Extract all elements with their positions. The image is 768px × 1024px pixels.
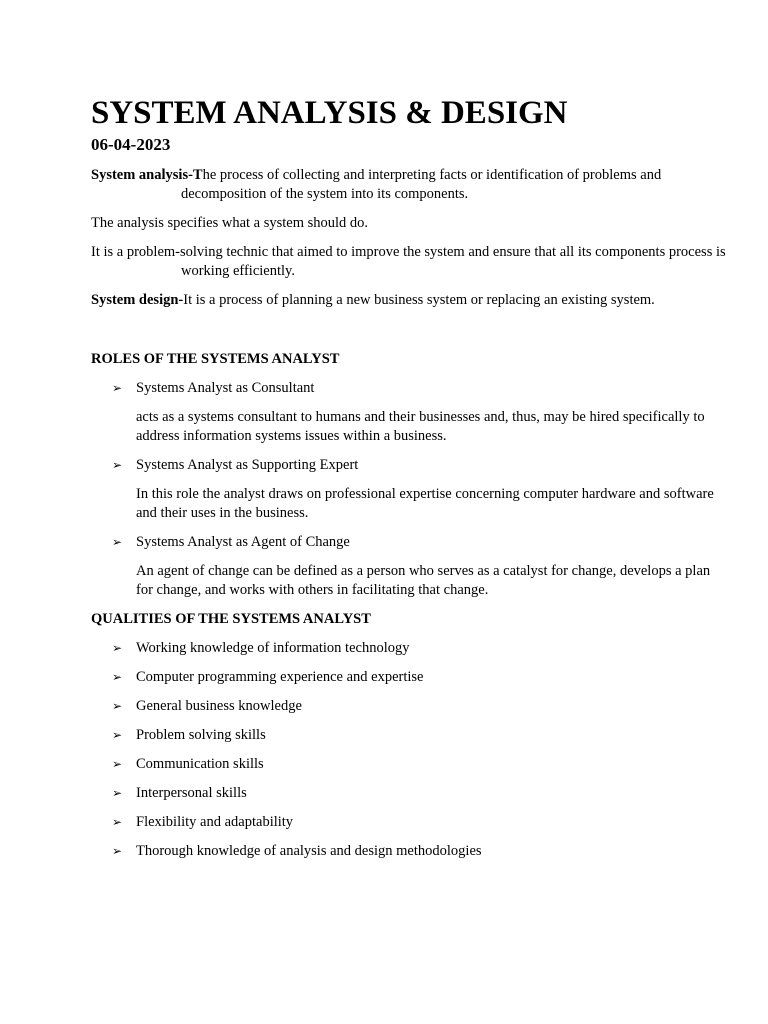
system-design-definition [91,291,728,310]
system-analysis-term: System analysis-T [91,167,203,183]
document-date: 06-04-2023 [91,135,171,154]
arrowhead-bullet-icon: ➢ [112,381,123,395]
quality-text: General business knowledge [136,698,302,714]
roles-heading: ROLES OF THE SYSTEMS ANALYST [91,351,340,367]
arrowhead-bullet-icon: ➢ [112,757,123,771]
quality-text: Interpersonal skills [136,785,247,801]
system-design-term: System design- [91,292,184,308]
arrowhead-bullet-icon: ➢ [112,535,123,549]
role-description: In this role the analyst draws on professional expertise concerning computer hardware and software and their uses in the business. [136,486,714,521]
qualities-list [91,639,728,861]
quality-item [91,842,728,861]
arrowhead-bullet-icon: ➢ [112,458,123,472]
quality-item [91,784,728,803]
quality-item [91,697,728,716]
arrowhead-bullet-icon: ➢ [112,786,123,800]
role-item-supporting-expert [91,456,728,475]
arrowhead-bullet-icon: ➢ [112,699,123,713]
arrowhead-bullet-icon: ➢ [112,844,123,858]
role-title: Systems Analyst as Supporting Expert [136,457,359,473]
quality-item [91,639,728,658]
quality-text: Computer programming experience and expertise [136,669,424,685]
role-item-consultant [91,379,728,398]
quality-text: Problem solving skills [136,727,266,743]
analysis-specifies-text: The analysis specifies what a system should do. [91,215,369,231]
arrowhead-bullet-icon: ➢ [112,641,123,655]
document-title: SYSTEM ANALYSIS & DESIGN [91,95,568,131]
arrowhead-bullet-icon: ➢ [112,728,123,742]
role-title: Systems Analyst as Consultant [136,380,315,396]
quality-item [91,755,728,774]
role-description: acts as a systems consultant to humans and their businesses and, thus, may be hired specifically to address information systems issues within a business. [136,409,705,444]
quality-text: Flexibility and adaptability [136,814,294,830]
quality-item [91,813,728,832]
role-title: Systems Analyst as Agent of Change [136,534,350,550]
problem-solving-text: It is a problem-solving technic that aimed to improve the system and ensure that all its components process is working efficiently. [91,244,726,279]
quality-text: Working knowledge of information technology [136,640,410,656]
quality-item [91,726,728,745]
quality-text: Thorough knowledge of analysis and design methodologies [136,843,482,859]
qualities-heading: QUALITIES OF THE SYSTEMS ANALYST [91,611,371,627]
roles-list [91,379,728,600]
arrowhead-bullet-icon: ➢ [112,670,123,684]
quality-text: Communication skills [136,756,264,772]
system-design-text: It is a process of planning a new business system or replacing an existing system. [183,292,655,308]
role-item-agent-of-change [91,533,728,552]
quality-item [91,668,728,687]
role-description: An agent of change can be defined as a person who serves as a catalyst for change, develops a plan for change, and works with others in facilitating that change. [136,563,711,598]
system-analysis-definition [91,166,728,204]
system-analysis-text: he process of collecting and interpreting facts or identification of problems and decomposition of the system into its components. [181,167,662,202]
arrowhead-bullet-icon: ➢ [112,815,123,829]
